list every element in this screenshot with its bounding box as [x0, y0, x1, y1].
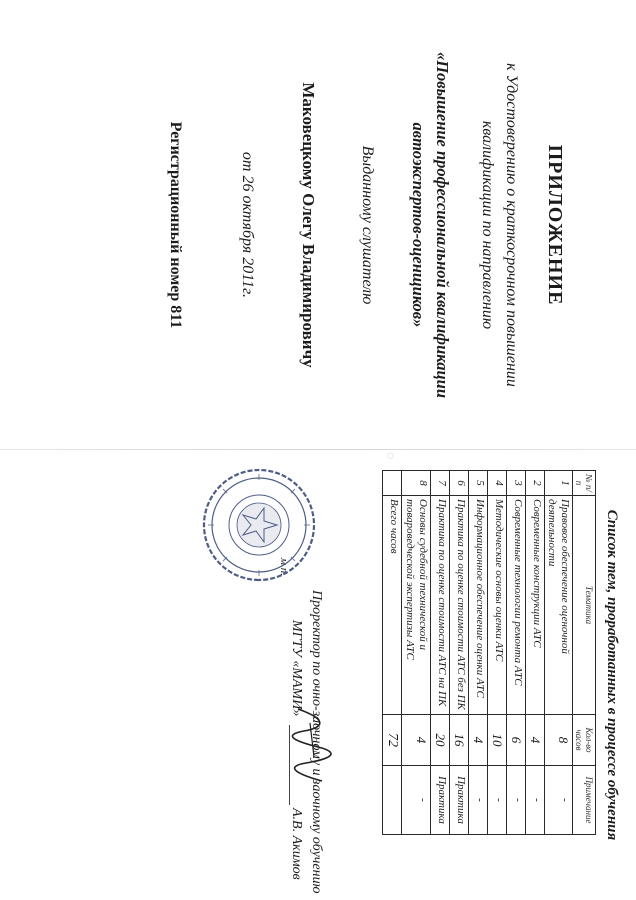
table-row [544, 471, 572, 835]
table-row [449, 471, 468, 835]
row-topic: Правовое обеспечение оценочной деятельности [544, 496, 572, 715]
total-hours: 72 [383, 715, 402, 766]
row-hours: 16 [449, 715, 468, 766]
table-row [402, 471, 430, 835]
row-topic: Основы судебной технической и товароведческой экспертизы АТС [402, 496, 430, 715]
topics-header-row [573, 471, 596, 835]
row-hours: 6 [506, 715, 525, 766]
row-note: - [402, 766, 430, 835]
total-num [383, 471, 402, 496]
row-note: - [544, 766, 572, 835]
table-row [525, 471, 544, 835]
signature-position: Проректор по очно-заочному и заочному обучению [309, 590, 324, 894]
issue-date: от 26 октября 2011г. [239, 151, 256, 299]
program-title-line-1: «Повышение профессиональной квалификации [433, 51, 452, 399]
program-title-line-2: автоэкспертов-оценщиков» [409, 122, 428, 328]
total-row [383, 471, 402, 835]
handwritten-signature-icon [290, 705, 334, 785]
total-note [383, 766, 402, 835]
row-hours: 4 [402, 715, 430, 766]
appendix-line-1: к Удостоверению о краткосрочном повышении [503, 63, 520, 387]
official-seal-icon [200, 466, 318, 584]
row-topic: Современные конструкции АТС [525, 496, 544, 715]
header-num: № п/п [573, 471, 596, 496]
issued-to-label: Выданному слушателю [359, 145, 376, 305]
recipient-name: Маковецкому Олегу Владимировичу [299, 82, 318, 368]
table-row [506, 471, 525, 835]
row-num: 6 [449, 471, 468, 496]
row-note: - [487, 766, 506, 835]
appendix-heading: ПРИЛОЖЕНИЕ [544, 144, 566, 306]
row-hours: 10 [487, 715, 506, 766]
topics-table [382, 470, 596, 835]
row-num: 4 [487, 471, 506, 496]
row-note: - [506, 766, 525, 835]
row-note: Практика [449, 766, 468, 835]
row-num: 1 [544, 471, 572, 496]
row-num: 2 [525, 471, 544, 496]
header-topic: Тематика [573, 496, 596, 715]
row-note: Практика [430, 766, 449, 835]
row-hours: 4 [468, 715, 487, 766]
row-topic: Современные технологии ремонта АТС [506, 496, 525, 715]
stamp-place-label: м.п. [278, 558, 290, 577]
row-num: 3 [506, 471, 525, 496]
header-hours: Кол-во часов [573, 715, 596, 766]
row-hours: 20 [430, 715, 449, 766]
table-row [487, 471, 506, 835]
row-note: - [468, 766, 487, 835]
row-num: 7 [430, 471, 449, 496]
registration-number: Регистрационный номер 811 [167, 121, 184, 329]
table-row [468, 471, 487, 835]
row-topic: Практика по оценке стоимости АТС на ПК [430, 496, 449, 715]
row-topic: Практика по оценке стоимости АТС без ПК [449, 496, 468, 715]
row-topic: Информационное обеспечение оценки АТС [468, 496, 487, 715]
row-topic: Методические основы оценки АТС [487, 496, 506, 715]
topics-title: Список тем, проработанных в процессе обучения [604, 509, 620, 841]
row-num: 8 [402, 471, 430, 496]
row-note: - [525, 766, 544, 835]
signature-university: МГТУ «МАМИ» [289, 620, 304, 717]
total-label: Всего часов [383, 496, 402, 715]
row-num: 5 [468, 471, 487, 496]
topics-block [0, 450, 636, 900]
scan-mark: ◌ [384, 452, 398, 460]
table-row [430, 471, 449, 835]
row-hours: 4 [525, 715, 544, 766]
header-note: Примечание [573, 766, 596, 835]
appendix-line-2: квалификации по направлению [479, 120, 496, 330]
signatory-name: А.В. Акимов [289, 808, 304, 880]
row-hours: 8 [544, 715, 572, 766]
